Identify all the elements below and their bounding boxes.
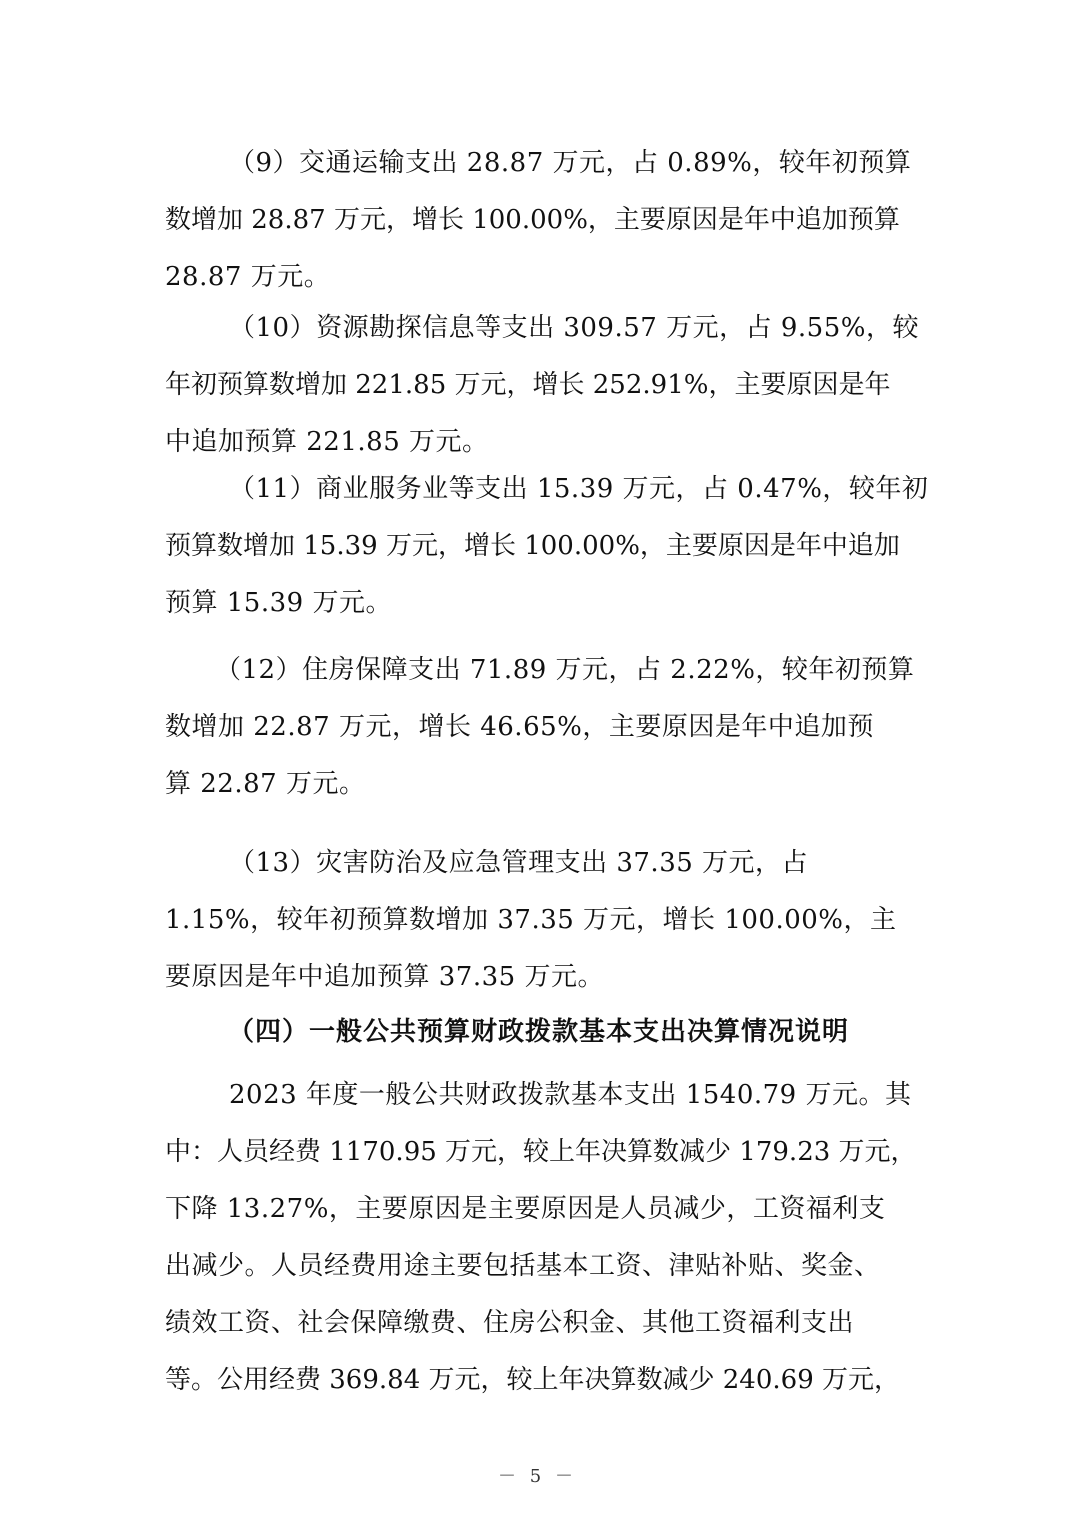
page-number: － 5 － [498, 1466, 577, 1487]
text-line: 28.87 万元。 [165, 262, 331, 292]
text-line: 预算 15.39 万元。 [165, 588, 392, 618]
paragraph-disaster-prevention-expenditure [165, 835, 915, 1006]
text-line: 数增加 28.87 万元，增长 100.00%，主要原因是年中追加预算 [165, 205, 900, 235]
text-line: （10）资源勘探信息等支出 309.57 万元，占 9.55%，较 [229, 313, 919, 343]
text-line: （12）住房保障支出 71.89 万元，占 2.22%，较年初预算 [215, 655, 915, 685]
paragraph-basic-expenditure [165, 1067, 915, 1409]
text-line: 绩效工资、社会保障缴费、住房公积金、其他工资福利支出 [165, 1308, 855, 1338]
text-line: 数增加 22.87 万元，增长 46.65%，主要原因是年中追加预 [165, 712, 874, 742]
text-line: 年初预算数增加 221.85 万元，增长 252.91%，主要原因是年 [165, 370, 891, 400]
text-line: 预算数增加 15.39 万元，增长 100.00%，主要原因是年中追加 [165, 531, 900, 561]
text-line: （13）灾害防治及应急管理支出 37.35 万元，占 [229, 848, 809, 878]
text-line: （11）商业服务业等支出 15.39 万元，占 0.47%，较年初 [229, 474, 929, 504]
text-line: 下降 13.27%，主要原因是主要原因是人员减少，工资福利支 [165, 1194, 886, 1224]
text-line: 中追加预算 221.85 万元。 [165, 427, 489, 457]
section-heading: （四）一般公共预算财政拨款基本支出决算情况说明 [228, 1017, 850, 1047]
text-line: 2023 年度一般公共财政拨款基本支出 1540.79 万元。其 [229, 1080, 912, 1110]
text-line: 等。公用经费 369.84 万元，较上年决算数减少 240.69 万元， [165, 1365, 901, 1395]
text-line: 1.15%，较年初预算数增加 37.35 万元，增长 100.00%，主 [165, 905, 897, 935]
paragraph-resource-exploration-expenditure [165, 300, 919, 471]
paragraph-housing-security-expenditure [165, 642, 915, 813]
paragraph-transport-expenditure [165, 135, 915, 306]
text-line: 要原因是年中追加预算 37.35 万元。 [165, 962, 604, 992]
text-line: 中：人员经费 1170.95 万元，较上年决算数减少 179.23 万元， [165, 1137, 917, 1167]
paragraph-commerce-services-expenditure [165, 461, 929, 632]
text-line: 出减少。人员经费用途主要包括基本工资、津贴补贴、奖金、 [165, 1251, 881, 1281]
text-line: （9）交通运输支出 28.87 万元，占 0.89%，较年初预算 [229, 148, 912, 178]
text-line: 算 22.87 万元。 [165, 769, 366, 799]
